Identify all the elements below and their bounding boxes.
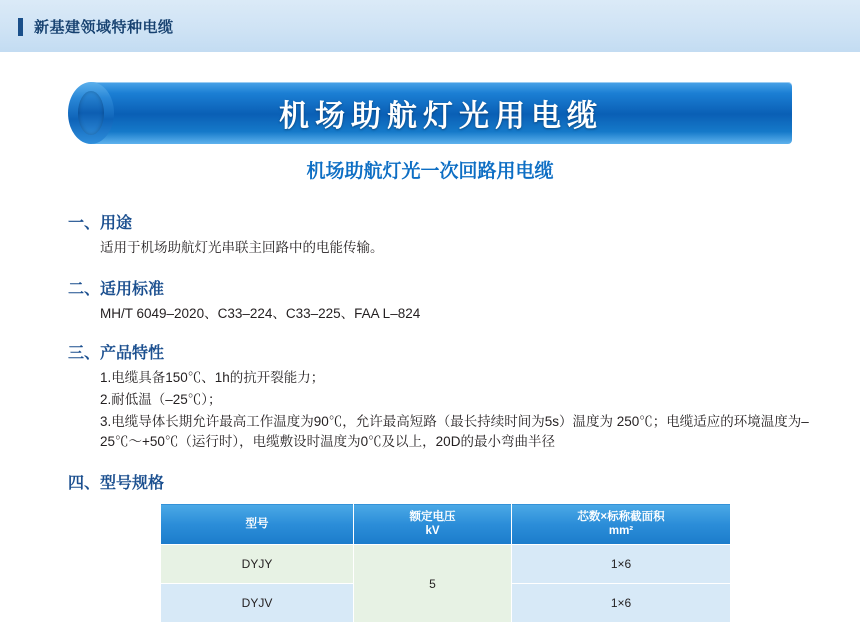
table-header-voltage	[354, 504, 512, 545]
cell-voltage-merged: 5	[354, 545, 512, 623]
section-heading-specifications: 四、型号规格	[68, 475, 165, 492]
header-accent-bar	[18, 18, 23, 36]
banner-title: 机场助航灯光用电缆	[279, 100, 603, 133]
page-header-band	[0, 0, 860, 52]
cell-model-1: DYJY	[161, 545, 354, 584]
feature-line-3: 3.电缆导体长期允许最高工作温度为90℃，允许最高短路（最长持续时间为5s）温度为 250℃；电缆适应的环境温度为–25℃～+50℃（运行时），电缆敷设时温度为0℃及以上，20D的最小弯曲半径	[100, 414, 809, 449]
section-heading-standards: 二、适用标准	[68, 281, 165, 298]
table-header-section-line2: mm²	[608, 525, 634, 537]
cell-section-1: 1×6	[512, 545, 731, 584]
feature-line-1: 1.电缆具备150℃、1h的抗开裂能力；	[100, 370, 325, 385]
section-heading-usage: 一、用途	[68, 215, 133, 232]
table-header-model	[161, 504, 354, 545]
table-header-voltage-line2: kV	[425, 525, 440, 537]
table-header-row	[161, 504, 731, 545]
table-header-model-line1: 型号	[245, 518, 269, 530]
cable-banner	[68, 82, 792, 144]
feature-line-2: 2.耐低温（–25℃）；	[100, 392, 222, 407]
table-header-voltage-line1: 额定电压	[409, 511, 456, 523]
header-title: 新基建领域特种电缆	[34, 19, 174, 36]
table-header-section-line1: 芯数×标称截面积	[577, 511, 665, 523]
section-text-usage: 适用于机场助航灯光串联主回路中的电能传输。	[100, 240, 384, 255]
cell-model-2: DYJV	[161, 584, 354, 623]
table-row	[161, 545, 731, 584]
product-subtitle: 机场助航灯光一次回路用电缆	[306, 161, 554, 182]
cell-section-2: 1×6	[512, 584, 731, 623]
table-header-section	[512, 504, 731, 545]
section-heading-features: 三、产品特性	[68, 345, 165, 362]
section-text-standards: MH/T 6049–2020、C33–224、C33–225、FAA L–824	[100, 306, 421, 321]
specification-table	[160, 503, 731, 623]
